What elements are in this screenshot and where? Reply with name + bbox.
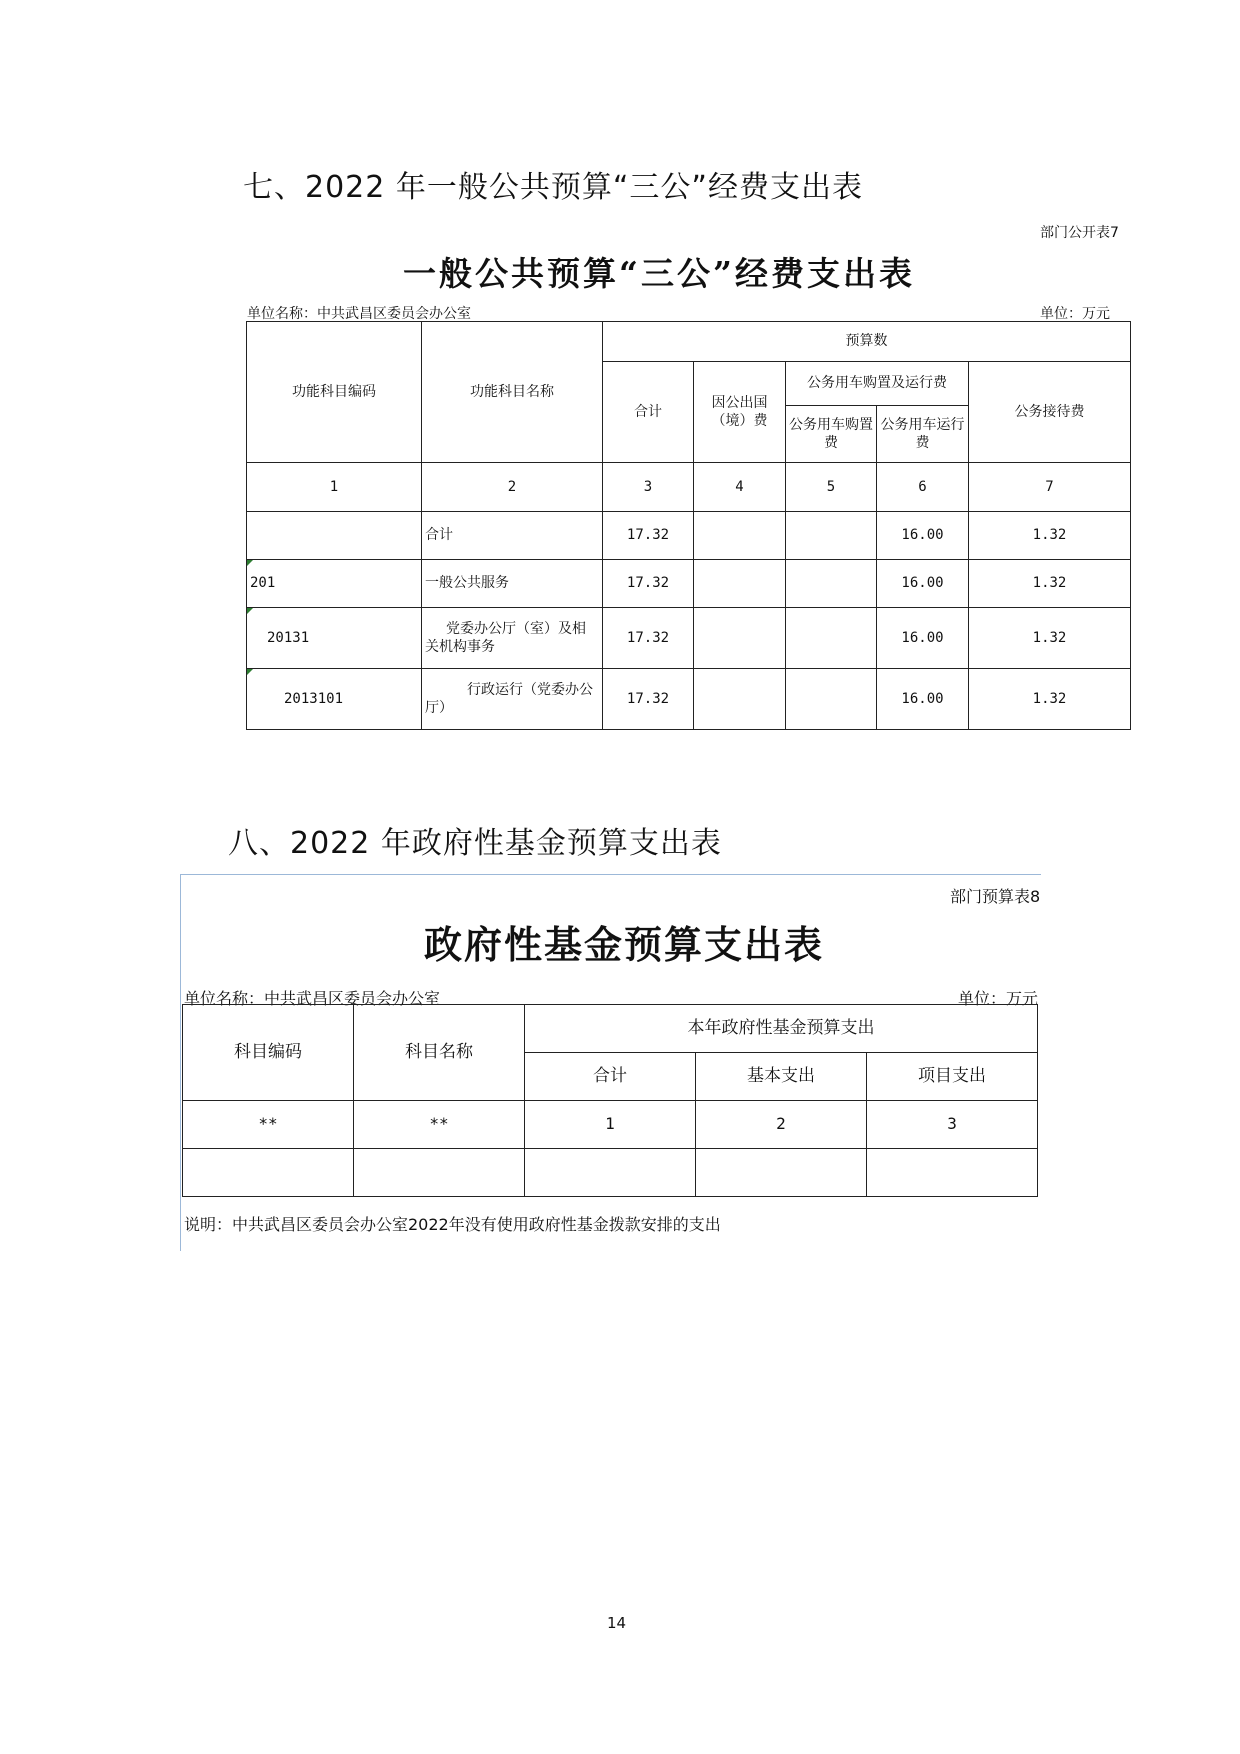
index-cell: 1 (247, 463, 422, 512)
section8-heading: 八、2022 年政府性基金预算支出表 (228, 826, 722, 861)
index-cell: 2 (422, 463, 603, 512)
three-public-expense-table (246, 321, 1131, 730)
row-code: 2013101 (247, 669, 422, 730)
header-subject-name: 科目名称 (354, 1005, 525, 1101)
header-car-group: 公务用车购置及运行费 (786, 362, 969, 406)
table-row (247, 512, 1131, 560)
row-car-run: 16.00 (877, 608, 969, 669)
header-total: 合计 (603, 362, 694, 463)
header-fund-group: 本年政府性基金预算支出 (525, 1005, 1038, 1053)
row-car-purchase (786, 512, 877, 560)
section8-unit-name: 单位名称：中共武昌区委员会办公室 (184, 989, 441, 1008)
section7-unit-name: 单位名称：中共武昌区委员会办公室 (247, 306, 471, 322)
header-car-run: 公务用车运行费 (877, 406, 969, 463)
index-cell: 3 (867, 1101, 1038, 1149)
row-code: 201 (247, 560, 422, 608)
index-cell: 6 (877, 463, 969, 512)
section8-table-number: 部门预算表8 (950, 887, 1041, 906)
row-car-run: 16.00 (877, 512, 969, 560)
row-code: 20131 (247, 608, 422, 669)
row-car-run: 16.00 (877, 669, 969, 730)
empty-cell (183, 1149, 354, 1197)
row-reception: 1.32 (969, 512, 1131, 560)
row-reception: 1.32 (969, 560, 1131, 608)
index-cell: ** (183, 1101, 354, 1149)
row-name: 行政运行（党委办公厅） (422, 669, 603, 730)
index-cell: 5 (786, 463, 877, 512)
index-cell: 7 (969, 463, 1131, 512)
index-cell: 2 (696, 1101, 867, 1149)
section8-table-title: 政府性基金预算支出表 (424, 922, 825, 967)
header-function-name: 功能科目名称 (422, 322, 603, 463)
table-row (247, 560, 1131, 608)
header-basic: 基本支出 (696, 1053, 867, 1101)
index-row (183, 1101, 1038, 1149)
table-row (183, 1149, 1038, 1197)
index-cell: 1 (525, 1101, 696, 1149)
empty-cell (354, 1149, 525, 1197)
section7-table-title: 一般公共预算“三公”经费支出表 (403, 254, 915, 293)
row-reception: 1.32 (969, 608, 1131, 669)
row-car-purchase (786, 608, 877, 669)
index-row (247, 463, 1131, 512)
page-number: 14 (607, 1614, 627, 1632)
row-car-purchase (786, 669, 877, 730)
header-subject-code: 科目编码 (183, 1005, 354, 1101)
index-cell: ** (354, 1101, 525, 1149)
row-abroad (694, 669, 786, 730)
row-total: 17.32 (603, 560, 694, 608)
row-abroad (694, 560, 786, 608)
table-row (247, 608, 1131, 669)
cell-marker-icon (247, 669, 253, 675)
row-total: 17.32 (603, 669, 694, 730)
empty-cell (696, 1149, 867, 1197)
row-abroad (694, 608, 786, 669)
header-function-code: 功能科目编码 (247, 322, 422, 463)
section8-note: 说明：中共武昌区委员会办公室2022年没有使用政府性基金拨款安排的支出 (184, 1215, 721, 1234)
index-cell: 4 (694, 463, 786, 512)
row-name: 合计 (422, 512, 603, 560)
header-reception: 公务接待费 (969, 362, 1131, 463)
row-total: 17.32 (603, 512, 694, 560)
table-row (247, 669, 1131, 730)
row-reception: 1.32 (969, 669, 1131, 730)
section7-heading: 七、2022 年一般公共预算“三公”经费支出表 (243, 170, 863, 205)
row-car-purchase (786, 560, 877, 608)
cell-marker-icon (247, 560, 253, 566)
section7-table-number: 部门公开表7 (1040, 225, 1119, 241)
row-abroad (694, 512, 786, 560)
government-fund-table (182, 1004, 1038, 1197)
row-total: 17.32 (603, 608, 694, 669)
index-cell: 3 (603, 463, 694, 512)
row-name: 党委办公厅（室）及相关机构事务 (422, 608, 603, 669)
row-name: 一般公共服务 (422, 560, 603, 608)
header-car-purchase: 公务用车购置费 (786, 406, 877, 463)
header-total: 合计 (525, 1053, 696, 1101)
row-code (247, 512, 422, 560)
section7-unit: 单位：万元 (1040, 306, 1110, 322)
empty-cell (525, 1149, 696, 1197)
row-car-run: 16.00 (877, 560, 969, 608)
empty-cell (867, 1149, 1038, 1197)
section8-unit: 单位：万元 (958, 989, 1039, 1008)
header-project: 项目支出 (867, 1053, 1038, 1101)
cell-marker-icon (247, 608, 253, 614)
header-budget: 预算数 (603, 322, 1131, 362)
header-abroad: 因公出国（境）费 (694, 362, 786, 463)
